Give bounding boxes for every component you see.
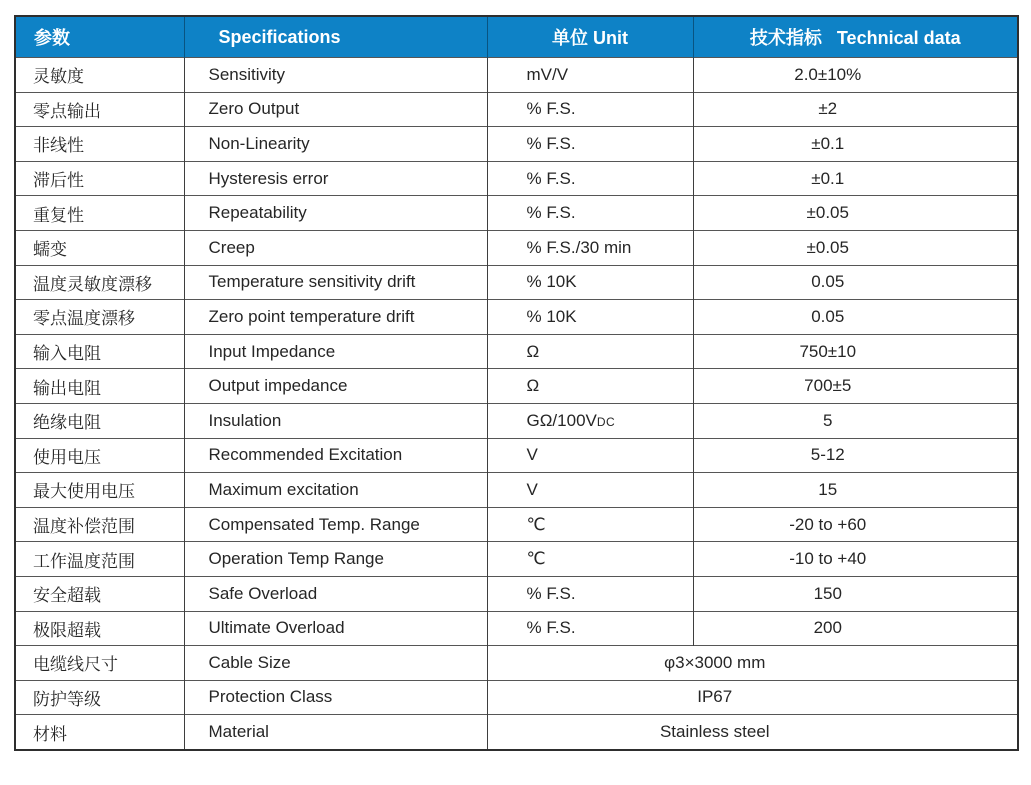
unit-text: % F.S.	[526, 203, 576, 223]
spec-table-container	[14, 15, 1019, 751]
technical-data-cell: 0.05	[693, 265, 1018, 300]
technical-data-cell: ±0.05	[693, 230, 1018, 265]
unit-text: Ω	[526, 376, 540, 396]
unit-text: % F.S.	[526, 99, 576, 119]
unit-cell	[487, 611, 693, 646]
unit-text: % 10K	[526, 272, 577, 292]
spec-en-cell: Safe Overload	[184, 576, 487, 611]
spec-en-cell: Material	[184, 715, 487, 750]
unit-cell	[487, 438, 693, 473]
table-row	[15, 334, 1018, 369]
spec-en-cell: Creep	[184, 230, 487, 265]
unit-text: % F.S./30 min	[526, 237, 632, 257]
header-row	[15, 16, 1018, 58]
header-cell-param: 参数	[15, 16, 184, 58]
param-cn-cell: 重复性	[15, 196, 184, 231]
param-cn-cell: 蠕变	[15, 230, 184, 265]
table-row	[15, 576, 1018, 611]
technical-data-cell: 15	[693, 473, 1018, 508]
unit-text: % F.S.	[526, 133, 576, 153]
unit-text: % 10K	[526, 306, 577, 326]
technical-data-cell: 5-12	[693, 438, 1018, 473]
technical-data-cell: -10 to +40	[693, 542, 1018, 577]
param-cn-cell: 输出电阻	[15, 369, 184, 404]
unit-cell	[487, 58, 693, 93]
unit-text: mV/V	[526, 64, 569, 84]
table-row	[15, 300, 1018, 335]
param-cn-cell: 防护等级	[15, 680, 184, 715]
spec-en-cell: Hysteresis error	[184, 161, 487, 196]
header-cell-specifications: Specifications	[184, 16, 487, 58]
unit-cell	[487, 403, 693, 438]
table-row	[15, 92, 1018, 127]
table-row	[15, 369, 1018, 404]
param-cn-cell: 极限超载	[15, 611, 184, 646]
param-cn-cell: 滞后性	[15, 161, 184, 196]
header-cell-technical-data: 技术指标 Technical data	[693, 16, 1018, 58]
technical-data-cell: 750±10	[693, 334, 1018, 369]
spec-en-cell: Compensated Temp. Range	[184, 507, 487, 542]
spec-en-cell: Protection Class	[184, 680, 487, 715]
param-cn-cell: 使用电压	[15, 438, 184, 473]
spec-en-cell: Ultimate Overload	[184, 611, 487, 646]
spec-en-cell: Sensitivity	[184, 58, 487, 93]
unit-text: V	[526, 445, 538, 465]
table-row	[15, 473, 1018, 508]
unit-cell	[487, 542, 693, 577]
table-row-merged	[15, 646, 1018, 681]
table-row-merged	[15, 715, 1018, 750]
technical-data-cell: ±2	[693, 92, 1018, 127]
param-cn-cell: 零点输出	[15, 92, 184, 127]
table-row	[15, 196, 1018, 231]
unit-cell	[487, 300, 693, 335]
spec-en-cell: Zero point temperature drift	[184, 300, 487, 335]
table-header	[15, 16, 1018, 58]
unit-subscript: DC	[596, 414, 616, 429]
header-cell-unit: 单位 Unit	[487, 16, 693, 58]
table-row	[15, 127, 1018, 162]
technical-data-cell: 150	[693, 576, 1018, 611]
param-cn-cell: 工作温度范围	[15, 542, 184, 577]
spec-en-cell: Maximum excitation	[184, 473, 487, 508]
technical-data-cell: -20 to +60	[693, 507, 1018, 542]
param-cn-cell: 零点温度漂移	[15, 300, 184, 335]
unit-text: % F.S.	[526, 583, 576, 603]
unit-cell	[487, 265, 693, 300]
technical-data-cell: ±0.1	[693, 127, 1018, 162]
param-cn-cell: 绝缘电阻	[15, 403, 184, 438]
spec-en-cell: Input Impedance	[184, 334, 487, 369]
unit-cell	[487, 507, 693, 542]
unit-cell	[487, 369, 693, 404]
param-cn-cell: 温度补偿范围	[15, 507, 184, 542]
unit-text: GΩ/100V	[526, 410, 597, 430]
unit-text: % F.S.	[526, 618, 576, 638]
unit-text: V	[526, 479, 538, 499]
unit-cell	[487, 230, 693, 265]
unit-cell	[487, 473, 693, 508]
param-cn-cell: 灵敏度	[15, 58, 184, 93]
param-cn-cell: 输入电阻	[15, 334, 184, 369]
unit-cell	[487, 334, 693, 369]
spec-en-cell: Operation Temp Range	[184, 542, 487, 577]
spec-en-cell: Insulation	[184, 403, 487, 438]
unit-text: ℃	[526, 514, 546, 534]
param-cn-cell: 电缆线尺寸	[15, 646, 184, 681]
spec-en-cell: Repeatability	[184, 196, 487, 231]
technical-data-cell: 0.05	[693, 300, 1018, 335]
table-row	[15, 161, 1018, 196]
unit-cell	[487, 161, 693, 196]
technical-data-cell: 200	[693, 611, 1018, 646]
unit-cell	[487, 92, 693, 127]
unit-cell	[487, 196, 693, 231]
technical-data-cell: ±0.1	[693, 161, 1018, 196]
table-row	[15, 403, 1018, 438]
table-row	[15, 611, 1018, 646]
spec-en-cell: Output impedance	[184, 369, 487, 404]
table-row	[15, 265, 1018, 300]
specifications-table	[14, 15, 1019, 751]
table-row	[15, 230, 1018, 265]
table-row	[15, 438, 1018, 473]
merged-value-cell: φ3×3000 mm	[487, 646, 1018, 681]
param-cn-cell: 安全超载	[15, 576, 184, 611]
unit-text: Ω	[526, 341, 540, 361]
unit-cell	[487, 127, 693, 162]
table-row-merged	[15, 680, 1018, 715]
table-row	[15, 58, 1018, 93]
technical-data-cell: 700±5	[693, 369, 1018, 404]
spec-en-cell: Zero Output	[184, 92, 487, 127]
param-cn-cell: 非线性	[15, 127, 184, 162]
unit-text: ℃	[526, 549, 546, 569]
table-row	[15, 542, 1018, 577]
param-cn-cell: 温度灵敏度漂移	[15, 265, 184, 300]
technical-data-cell: ±0.05	[693, 196, 1018, 231]
spec-en-cell: Cable Size	[184, 646, 487, 681]
technical-data-cell: 2.0±10%	[693, 58, 1018, 93]
spec-en-cell: Non-Linearity	[184, 127, 487, 162]
table-row	[15, 507, 1018, 542]
param-cn-cell: 最大使用电压	[15, 473, 184, 508]
technical-data-cell: 5	[693, 403, 1018, 438]
spec-en-cell: Recommended Excitation	[184, 438, 487, 473]
unit-cell	[487, 576, 693, 611]
spec-en-cell: Temperature sensitivity drift	[184, 265, 487, 300]
unit-text: % F.S.	[526, 168, 576, 188]
table-body	[15, 58, 1018, 750]
merged-value-cell: IP67	[487, 680, 1018, 715]
param-cn-cell: 材料	[15, 715, 184, 750]
merged-value-cell: Stainless steel	[487, 715, 1018, 750]
